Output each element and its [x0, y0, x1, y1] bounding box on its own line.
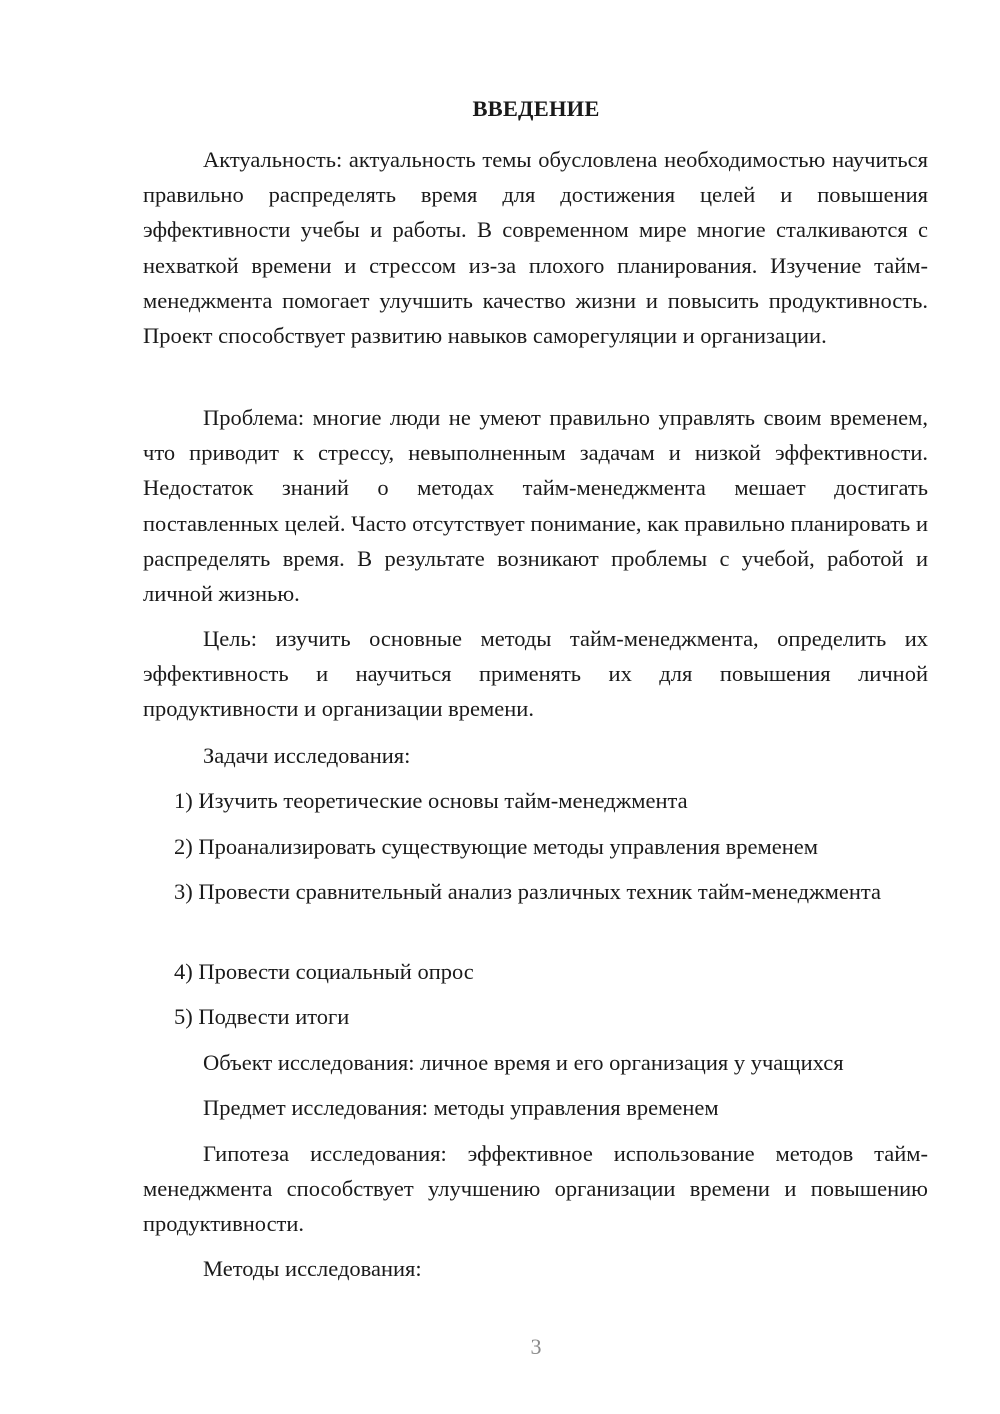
hypothesis-paragraph: Гипотеза исследования: эффективное использование методов тайм-менеджмента способствует улучшению организации времени и повышению продуктивности. [143, 1141, 928, 1237]
section-title: ВВЕДЕНИЕ [472, 96, 600, 121]
task-item-3: 3) Провести сравнительный анализ различных техник тайм-менеджмента [174, 879, 882, 904]
tasks-heading: Задачи исследования: [203, 743, 411, 768]
page-number: 3 [530, 1334, 542, 1359]
problem-paragraph: Проблема: многие люди не умеют правильно управлять своим временем, что приводит к стрессу, невыполненным задачам и низкой эффективности. Недостаток знаний о методах тайм-менеджмента мешает достигать поставленных целей. Часто отсутствует понимание, как правильно планировать и распределять время. В результате возникают проблемы с учебой, работой и личной жизнью. [143, 405, 928, 607]
task-item-1: 1) Изучить теоретические основы тайм-менеджмента [174, 788, 688, 813]
subject-paragraph: Предмет исследования: методы управления временем [203, 1095, 719, 1120]
object-paragraph: Объект исследования: личное время и его организация у учащихся [203, 1050, 844, 1075]
methods-heading: Методы исследования: [203, 1256, 422, 1281]
task-item-4: 4) Провести социальный опрос [174, 959, 474, 984]
task-item-5: 5) Подвести итоги [174, 1004, 350, 1029]
goal-paragraph: Цель: изучить основные методы тайм-менеджмента, определить их эффективность и научиться применять их для повышения личной продуктивности и организации времени. [143, 626, 928, 722]
task-item-2: 2) Проанализировать существующие методы управления временем [174, 834, 819, 859]
relevance-paragraph: Актуальность: актуальность темы обусловлена необходимостью научиться правильно распределять время для достижения целей и повышения эффективности учебы и работы. В современном мире многие сталкиваются с нехваткой времени и стрессом из-за плохого планирования. Изучение тайм-менеджмента помогает улучшить качество жизни и повысить продуктивность. Проект способствует развитию навыков саморегуляции и организации. [143, 147, 928, 349]
